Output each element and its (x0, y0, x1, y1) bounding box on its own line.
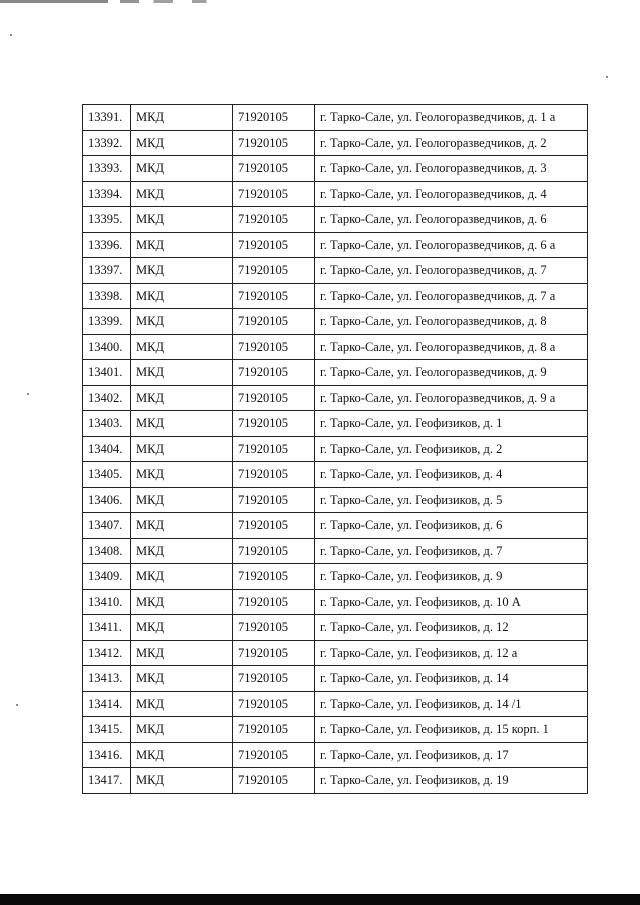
address-cell: г. Тарко-Сале, ул. Геофизиков, д. 7 (315, 538, 588, 564)
object-type-cell: МКД (131, 105, 233, 131)
row-number-cell: 13415. (83, 717, 131, 743)
code-cell: 71920105 (233, 615, 315, 641)
object-type-cell: МКД (131, 691, 233, 717)
object-type-cell: МКД (131, 538, 233, 564)
object-type-cell: МКД (131, 334, 233, 360)
object-type-cell: МКД (131, 130, 233, 156)
code-cell: 71920105 (233, 181, 315, 207)
object-type-cell: МКД (131, 411, 233, 437)
object-type-cell: МКД (131, 513, 233, 539)
row-number-cell: 13391. (83, 105, 131, 131)
code-cell: 71920105 (233, 105, 315, 131)
object-type-cell: МКД (131, 640, 233, 666)
row-number-cell: 13396. (83, 232, 131, 258)
object-type-cell: МКД (131, 462, 233, 488)
row-number-cell: 13410. (83, 589, 131, 615)
table-row (83, 181, 588, 207)
row-number-cell: 13392. (83, 130, 131, 156)
row-number-cell: 13414. (83, 691, 131, 717)
row-number-cell: 13405. (83, 462, 131, 488)
object-type-cell: МКД (131, 232, 233, 258)
code-cell: 71920105 (233, 691, 315, 717)
table-row (83, 589, 588, 615)
scan-speck (16, 704, 18, 706)
address-cell: г. Тарко-Сале, ул. Геофизиков, д. 5 (315, 487, 588, 513)
table-row (83, 232, 588, 258)
table-row (83, 130, 588, 156)
row-number-cell: 13404. (83, 436, 131, 462)
code-cell: 71920105 (233, 360, 315, 386)
table-row (83, 105, 588, 131)
table-row (83, 385, 588, 411)
object-type-cell: МКД (131, 309, 233, 335)
code-cell: 71920105 (233, 258, 315, 284)
table-row (83, 615, 588, 641)
address-cell: г. Тарко-Сале, ул. Геологоразведчиков, д. 7 (315, 258, 588, 284)
scan-bottom-edge (0, 894, 640, 905)
address-cell: г. Тарко-Сале, ул. Геофизиков, д. 17 (315, 742, 588, 768)
code-cell: 71920105 (233, 717, 315, 743)
object-type-cell: МКД (131, 360, 233, 386)
row-number-cell: 13416. (83, 742, 131, 768)
table-row (83, 283, 588, 309)
row-number-cell: 13408. (83, 538, 131, 564)
object-type-cell: МКД (131, 207, 233, 233)
object-type-cell: МКД (131, 717, 233, 743)
code-cell: 71920105 (233, 283, 315, 309)
row-number-cell: 13402. (83, 385, 131, 411)
table-row (83, 411, 588, 437)
object-type-cell: МКД (131, 156, 233, 182)
address-cell: г. Тарко-Сале, ул. Геофизиков, д. 6 (315, 513, 588, 539)
code-cell: 71920105 (233, 487, 315, 513)
object-type-cell: МКД (131, 615, 233, 641)
object-type-cell: МКД (131, 436, 233, 462)
address-cell: г. Тарко-Сале, ул. Геофизиков, д. 10 А (315, 589, 588, 615)
address-cell: г. Тарко-Сале, ул. Геофизиков, д. 14 /1 (315, 691, 588, 717)
code-cell: 71920105 (233, 156, 315, 182)
table-row (83, 513, 588, 539)
address-cell: г. Тарко-Сале, ул. Геологоразведчиков, д. 8 а (315, 334, 588, 360)
address-cell: г. Тарко-Сале, ул. Геофизиков, д. 2 (315, 436, 588, 462)
address-cell: г. Тарко-Сале, ул. Геологоразведчиков, д. 9 а (315, 385, 588, 411)
object-type-cell: МКД (131, 742, 233, 768)
address-cell: г. Тарко-Сале, ул. Геофизиков, д. 4 (315, 462, 588, 488)
table-row (83, 309, 588, 335)
row-number-cell: 13409. (83, 564, 131, 590)
object-type-cell: МКД (131, 258, 233, 284)
address-cell: г. Тарко-Сале, ул. Геофизиков, д. 9 (315, 564, 588, 590)
table-row (83, 564, 588, 590)
object-type-cell: МКД (131, 589, 233, 615)
code-cell: 71920105 (233, 232, 315, 258)
address-cell: г. Тарко-Сале, ул. Геологоразведчиков, д. 2 (315, 130, 588, 156)
table-row (83, 538, 588, 564)
address-cell: г. Тарко-Сале, ул. Геологоразведчиков, д. 8 (315, 309, 588, 335)
row-number-cell: 13417. (83, 768, 131, 794)
row-number-cell: 13397. (83, 258, 131, 284)
address-cell: г. Тарко-Сале, ул. Геологоразведчиков, д. 9 (315, 360, 588, 386)
address-cell: г. Тарко-Сале, ул. Геофизиков, д. 12 (315, 615, 588, 641)
object-type-cell: МКД (131, 666, 233, 692)
table-row (83, 640, 588, 666)
scan-speck (10, 34, 12, 36)
code-cell: 71920105 (233, 436, 315, 462)
code-cell: 71920105 (233, 334, 315, 360)
table-row (83, 334, 588, 360)
object-type-cell: МКД (131, 181, 233, 207)
row-number-cell: 13399. (83, 309, 131, 335)
code-cell: 71920105 (233, 462, 315, 488)
code-cell: 71920105 (233, 130, 315, 156)
code-cell: 71920105 (233, 385, 315, 411)
scan-speck (27, 393, 29, 395)
table-row (83, 436, 588, 462)
code-cell: 71920105 (233, 513, 315, 539)
table-row (83, 360, 588, 386)
code-cell: 71920105 (233, 742, 315, 768)
scan-top-edge (0, 0, 240, 3)
document-table-container (82, 104, 587, 794)
row-number-cell: 13412. (83, 640, 131, 666)
address-cell: г. Тарко-Сале, ул. Геологоразведчиков, д. 6 а (315, 232, 588, 258)
code-cell: 71920105 (233, 309, 315, 335)
row-number-cell: 13398. (83, 283, 131, 309)
table-row (83, 768, 588, 794)
address-cell: г. Тарко-Сале, ул. Геофизиков, д. 12 а (315, 640, 588, 666)
row-number-cell: 13394. (83, 181, 131, 207)
code-cell: 71920105 (233, 207, 315, 233)
address-cell: г. Тарко-Сале, ул. Геологоразведчиков, д. 1 а (315, 105, 588, 131)
code-cell: 71920105 (233, 538, 315, 564)
address-cell: г. Тарко-Сале, ул. Геологоразведчиков, д. 7 а (315, 283, 588, 309)
object-type-cell: МКД (131, 385, 233, 411)
row-number-cell: 13393. (83, 156, 131, 182)
object-type-cell: МКД (131, 768, 233, 794)
row-number-cell: 13407. (83, 513, 131, 539)
table-row (83, 742, 588, 768)
code-cell: 71920105 (233, 640, 315, 666)
code-cell: 71920105 (233, 411, 315, 437)
row-number-cell: 13413. (83, 666, 131, 692)
address-cell: г. Тарко-Сале, ул. Геофизиков, д. 15 корп. 1 (315, 717, 588, 743)
table-row (83, 156, 588, 182)
address-cell: г. Тарко-Сале, ул. Геологоразведчиков, д. 3 (315, 156, 588, 182)
row-number-cell: 13403. (83, 411, 131, 437)
row-number-cell: 13400. (83, 334, 131, 360)
row-number-cell: 13406. (83, 487, 131, 513)
object-type-cell: МКД (131, 283, 233, 309)
table-row (83, 207, 588, 233)
address-cell: г. Тарко-Сале, ул. Геофизиков, д. 14 (315, 666, 588, 692)
table-row (83, 666, 588, 692)
code-cell: 71920105 (233, 666, 315, 692)
code-cell: 71920105 (233, 768, 315, 794)
row-number-cell: 13395. (83, 207, 131, 233)
address-cell: г. Тарко-Сале, ул. Геологоразведчиков, д. 6 (315, 207, 588, 233)
address-cell: г. Тарко-Сале, ул. Геофизиков, д. 1 (315, 411, 588, 437)
row-number-cell: 13411. (83, 615, 131, 641)
code-cell: 71920105 (233, 564, 315, 590)
scan-speck (606, 76, 608, 78)
row-number-cell: 13401. (83, 360, 131, 386)
table-row (83, 717, 588, 743)
address-cell: г. Тарко-Сале, ул. Геологоразведчиков, д. 4 (315, 181, 588, 207)
table-row (83, 487, 588, 513)
object-type-cell: МКД (131, 487, 233, 513)
table-row (83, 691, 588, 717)
address-table-body (83, 105, 588, 794)
object-type-cell: МКД (131, 564, 233, 590)
code-cell: 71920105 (233, 589, 315, 615)
table-row (83, 462, 588, 488)
table-row (83, 258, 588, 284)
address-cell: г. Тарко-Сале, ул. Геофизиков, д. 19 (315, 768, 588, 794)
address-table (82, 104, 588, 794)
